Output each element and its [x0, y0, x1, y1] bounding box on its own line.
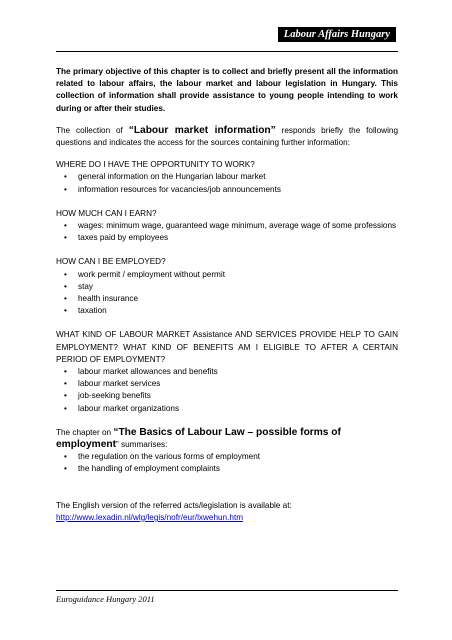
- collection-post: responds briefly the following questions and indicates the access for the sources containing further information:: [56, 125, 399, 148]
- bullet-list: [56, 269, 398, 318]
- page-body: [56, 66, 398, 524]
- basics-paragraph: [56, 427, 398, 451]
- bullet-list: [56, 220, 398, 244]
- list-item: • labour market services: [56, 378, 398, 390]
- list-item: • work permit / employment without permit: [56, 269, 398, 281]
- basics-title: “The Basics of Labour Law – possible forms of employment: [56, 426, 341, 451]
- section-heading: HOW CAN I BE EMPLOYED?: [56, 257, 166, 267]
- list-item: • general information on the Hungarian labour market: [56, 171, 398, 183]
- basics-pre: The chapter on: [56, 427, 112, 437]
- list-item: • taxation: [56, 305, 398, 317]
- section-english: [56, 500, 398, 524]
- section-assistance: [56, 329, 398, 414]
- section-where: [56, 159, 398, 196]
- bullet-list: [56, 171, 398, 195]
- list-item: • information resources for vacancies/job announcements: [56, 184, 398, 196]
- section-heading: HOW MUCH CAN I EARN?: [56, 208, 157, 218]
- list-item: • taxes paid by employees: [56, 232, 398, 244]
- list-item: • stay: [56, 281, 398, 293]
- section-earn: [56, 208, 398, 245]
- section-basics: [56, 427, 398, 476]
- section-employed: [56, 256, 398, 317]
- collection-pre: The collection of: [56, 125, 123, 135]
- page-footer: Euroguidance Hungary 2011: [56, 594, 155, 604]
- list-item: • health insurance: [56, 293, 398, 305]
- section-heading: WHERE DO I HAVE THE OPPORTUNITY TO WORK?: [56, 160, 255, 170]
- header-title: Labour Affairs Hungary: [278, 27, 396, 42]
- section-heading: WHAT KIND OF LABOUR MARKET Assistance AND SERVICES PROVIDE HELP TO GAIN EMPLOYMENT? WHAT KIND OF BENEFITS AM I ELIGIBLE TO AFTER A CERTAIN PERIOD OF EMPLOYMENT?: [56, 330, 398, 364]
- header-divider: [56, 51, 398, 52]
- list-item: • the regulation on the various forms of employment: [56, 451, 398, 463]
- list-item: • labour market allowances and benefits: [56, 366, 398, 378]
- list-item: • labour market organizations: [56, 403, 398, 415]
- list-item: • job-seeking benefits: [56, 390, 398, 402]
- intro-paragraph: The primary objective of this chapter is to collect and briefly present all the information related to labour affairs, the labour market and labour legislation in Hungary. This collection of information shall provide assistance to young people intending to work during or after their studies.: [56, 67, 398, 113]
- bullet-list: [56, 451, 398, 475]
- collection-title: “Labour market information”: [128, 124, 276, 136]
- legislation-link[interactable]: http://www.lexadin.nl/wlg/legis/nofr/eur/lxwehun.htm: [56, 512, 244, 522]
- footer-divider: [56, 590, 398, 591]
- basics-post: ” summarises:: [116, 440, 168, 450]
- english-text: The English version of the referred acts/legislation is available at:: [56, 500, 292, 510]
- bullet-list: [56, 366, 398, 415]
- list-item: • the handling of employment complaints: [56, 463, 398, 475]
- collection-paragraph: [56, 125, 398, 149]
- list-item: • wages: minimum wage, guaranteed wage minimum, average wage of some professions: [56, 220, 398, 232]
- running-header: [56, 26, 398, 41]
